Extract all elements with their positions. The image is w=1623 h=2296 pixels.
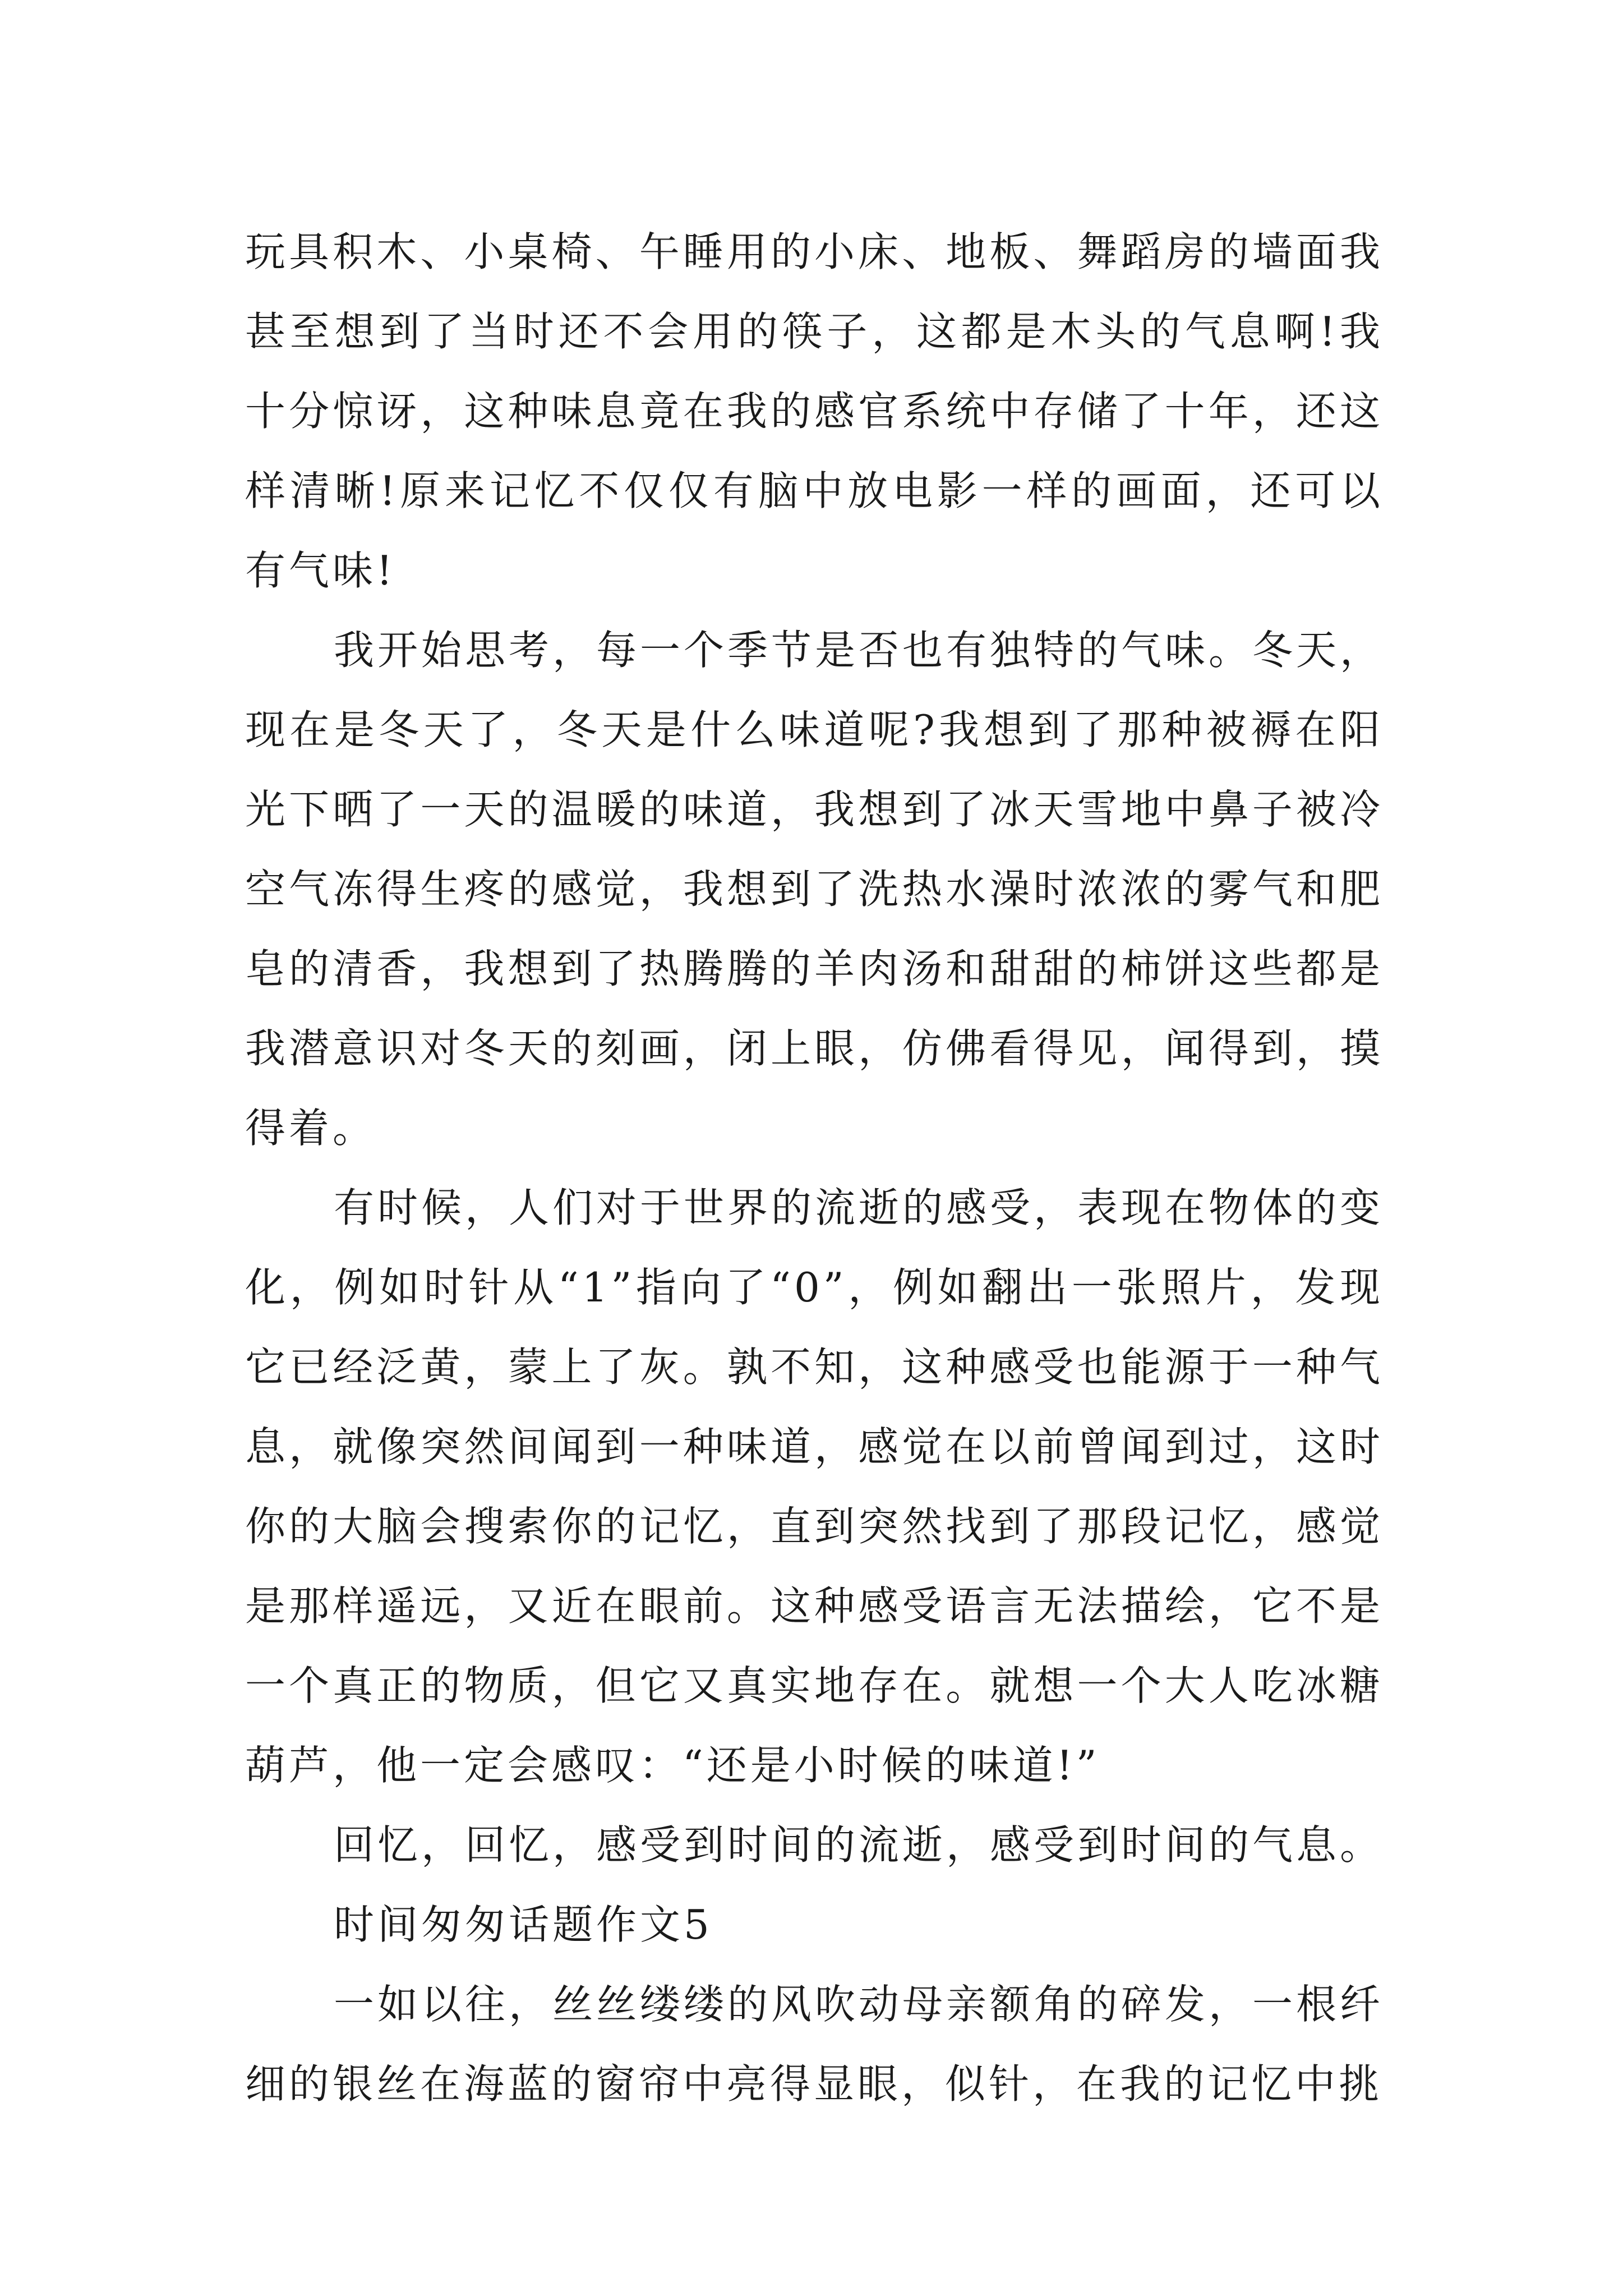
paragraph-5: 一如以往，丝丝缕缕的风吹动母亲额角的碎发，一根纤细的银丝在海蓝的窗帘中亮得显眼，似针，在我的记忆中挑 — [245, 1981, 1384, 2108]
section-heading: 时间匆匆话题作文5 — [334, 1901, 713, 1948]
paragraph-4: 回忆，回忆，感受到时间的流逝，感受到时间的气息。 — [334, 1821, 1384, 1869]
paragraph-2: 我开始思考，每一个季节是否也有独特的气味。冬天，现在是冬天了，冬天是什么味道呢?我想到了那种被褥在阳光下晒了一天的温暖的味道，我想到了冰天雪地中鼻子被冷空气冻得生疼的感觉，我想到了洗热水澡时浓浓的雾气和肥皂的清香，我想到了热腾腾的羊肉汤和甜甜的柿饼这些都是我潜意识对冬天的刻画，闭上眼，仿佛看得见，闻得到，摸得着。 — [245, 627, 1384, 1152]
document-body — [245, 212, 1384, 2124]
paragraph-3: 有时候，人们对于世界的流逝的感受，表现在物体的变化，例如时针从“1”指向了“0”，例如翻出一张照片，发现它已经泛黄，蒙上了灰。孰不知，这种感受也能源于一种气息，就像突然间闻到一种味道，感觉在以前曾闻到过，这时你的大脑会搜索你的记忆，直到突然找到了那段记忆，感觉是那样遥远，又近在眼前。这种感受语言无法描绘，它不是一个真正的物质，但它又真实地存在。就想一个大人吃冰糖葫芦，他一定会感叹：“还是小时候的味道!” — [245, 1184, 1384, 1789]
paragraph-1: 玩具积木、小桌椅、午睡用的小床、地板、舞蹈房的墙面我甚至想到了当时还不会用的筷子，这都是木头的气息啊!我十分惊讶，这种味息竟在我的感官系统中存储了十年，还这样清晰!原来记忆不仅仅有脑中放电影一样的画面，还可以有气味! — [245, 228, 1384, 594]
